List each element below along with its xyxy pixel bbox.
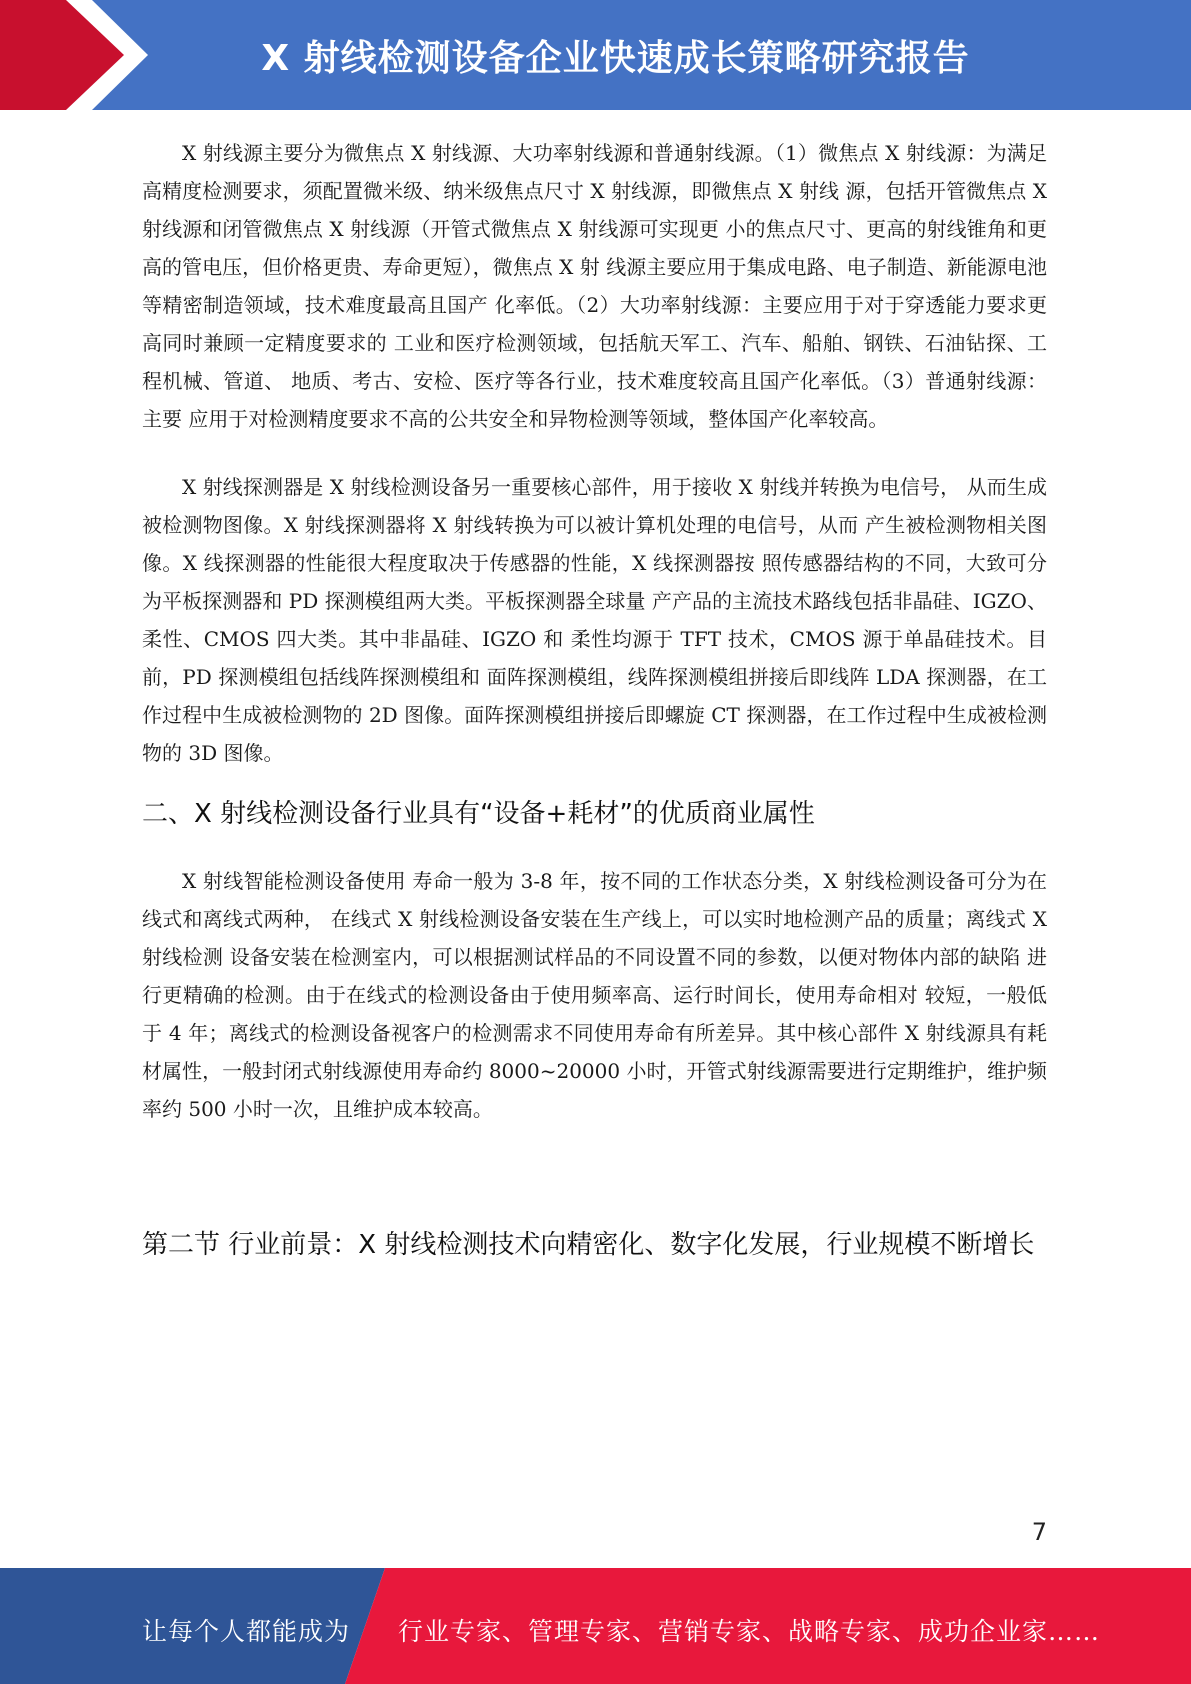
report-title: X 射线检测设备企业快速成长策略研究报告 xyxy=(261,38,970,79)
page-body xyxy=(142,134,1047,1266)
paragraph-equipment-lifespan: X 射线智能检测设备使用 寿命一般为 3-8 年，按不同的工作状态分类，X 射线检测设备可分为在线式和离线式两种， 在线式 X 射线检测设备安装在生产线上，可以实时地检测产品的质量；离线式 X 射线检测 设备安装在检测室内，可以根据测试样品的不同设置不同的参数，以便对物体内部的缺陷 进行更精确的检测。由于在线式的检测设备由于使用频率高、运行时间长，使用寿命相对 较短，一般低于 4 年；离线式的检测设备视客户的检测需求不同使用寿命有所差异。其中核心部件 X 射线源具有耗材属性，一般封闭式射线源使用寿命约 8000~20000 小时，开管式射线源需要进行定期维护，维护频率约 500 小时一次，且维护成本较高。 xyxy=(142,869,1047,1121)
footer-slogan-right: 行业专家、管理专家、营销专家、战略专家、成功企业家…… xyxy=(398,1617,1101,1646)
footer-slogan-left: 让每个人都能成为 xyxy=(142,1617,351,1646)
section-title-industry-outlook: 第二节 行业前景：X 射线检测技术向精密化、数字化发展，行业规模不断增长 xyxy=(142,1230,1035,1260)
footer-band xyxy=(0,1568,1191,1684)
header-band xyxy=(0,0,1191,110)
page-number: 7 xyxy=(1031,1518,1047,1546)
section-heading-business-attribute: 二、X 射线检测设备行业具有“设备+耗材”的优质商业属性 xyxy=(142,799,815,829)
paragraph-x-ray-source: X 射线源主要分为微焦点 X 射线源、大功率射线源和普通射线源。（1）微焦点 X 射线源：为满足高精度检测要求，须配置微米级、纳米级焦点尺寸 X 射线源，即微焦点 X 射线 源，包括开管微焦点 X 射线源和闭管微焦点 X 射线源（开管式微焦点 X 射线源可实现更 小的焦点尺寸、更高的射线锥角和更高的管电压，但价格更贵、寿命更短），微焦点 X 射 线源主要应用于集成电路、电子制造、新能源电池等精密制造领域，技术难度最高且国产 化率低。（2）大功率射线源：主要应用于对于穿透能力要求更高同时兼顾一定精度要求的 工业和医疗检测领域，包括航天军工、汽车、船舶、钢铁、石油钻探、工程机械、管道、 地质、考古、安检、医疗等各行业，技术难度较高且国产化率低。（3）普通射线源：主要 应用于对检测精度要求不高的公共安全和异物检测等领域，整体国产化率较高。 xyxy=(142,141,1047,431)
paragraph-x-ray-detector: X 射线探测器是 X 射线检测设备另一重要核心部件，用于接收 X 射线并转换为电信号， 从而生成被检测物图像。X 射线探测器将 X 射线转换为可以被计算机处理的电信号，从而 产生被检测物相关图像。X 线探测器的性能很大程度取决于传感器的性能，X 线探测器按 照传感器结构的不同，大致可分为平板探测器和 PD 探测模组两大类。平板探测器全球量 产产品的主流技术路线包括非晶硅、IGZO、柔性、CMOS 四大类。其中非晶硅、IGZO 和 柔性均源于 TFT 技术，CMOS 源于单晶硅技术。目前，PD 探测模组包括线阵探测模组和 面阵探测模组，线阵探测模组拼接后即线阵 LDA 探测器，在工作过程中生成被检测物的 2D 图像。面阵探测模组拼接后即螺旋 CT 探测器，在工作过程中生成被检测物的 3D 图像。 xyxy=(142,475,1047,765)
